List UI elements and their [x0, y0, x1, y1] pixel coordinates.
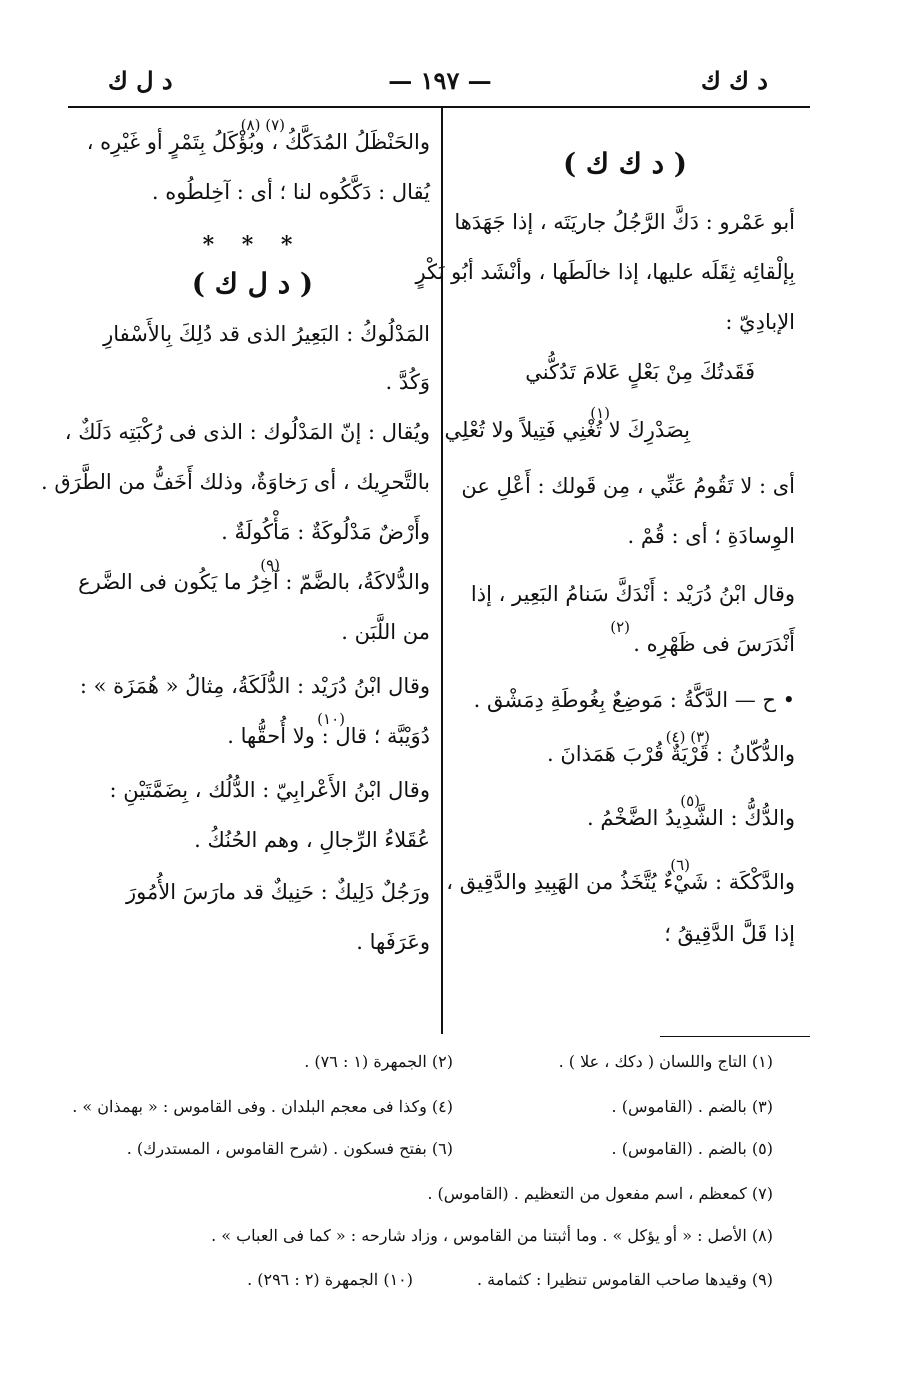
body-line: والدُّلاكَةُ، بالضَّمّ : آخِرُ ما يَكُون فى الضَّرع	[78, 570, 430, 594]
body-line: ورَجُلٌ دَلِيكٌ : حَنِيكٌ قد مارَسَ الأُمُورَ	[126, 880, 430, 904]
footnote-4: (٤) وكذا فى معجم البلدان . وفى القاموس : « بهمذان » .	[72, 1097, 453, 1116]
footnote-6: (٦) بفتح فسكون . (شرح القاموس ، المستدرك) .	[126, 1139, 453, 1158]
section-heading-dkk: ( د ك ك )	[562, 147, 688, 180]
running-head-right: د ك ك	[701, 66, 768, 95]
header-rule	[68, 106, 810, 108]
right-column	[415, 118, 795, 964]
body-line: الوِسادَةِ ؛ أى : قُمْ .	[627, 524, 795, 548]
body-line: • ح — الدَّكَّةُ : مَوضِعٌ بِغُوطَةِ دِمَشْق .	[473, 688, 795, 712]
body-line: أى : لا تَقُومُ عَنِّي ، مِن قَولك : أَعْلِ عن	[461, 474, 795, 498]
body-line: بِإلْقائِه ثِقَلَه عليها، إذا خالَطَها ، وأنْشَد أبُو بَكْرٍ	[415, 260, 795, 284]
footnote-marker: (٢)	[610, 618, 630, 636]
verse-line: فَقَدتُكَ مِنْ بَعْلٍ عَلامَ تَدُكُّني	[525, 360, 755, 384]
verse-line: بِصَدْرِكَ لا تُغْنِي فَتِيلاً ولا تُعْلِي	[444, 418, 690, 442]
page-header	[70, 62, 810, 102]
body-line: ويُقال : إنّ المَدْلُوك : الذى فى رُكْبَتِه دَلَكٌ ،	[64, 420, 430, 444]
body-line: والدَّكْكَة : شَيْءٌ يُتَّخَذُ من الهَبِيدِ والدَّقِيق ،	[446, 870, 795, 894]
section-separator: * * *	[202, 232, 303, 258]
footnote-marker: (٥)	[680, 792, 700, 810]
footnote-marker: (٣) (٤)	[665, 728, 710, 746]
column-divider	[441, 108, 443, 1034]
footnote-3: (٣) بالضم . (القاموس) .	[611, 1097, 773, 1116]
footnote-marker: (١٠)	[317, 710, 345, 728]
body-line: والدُّكُّ : الشَّدِيدُ الضَّخْمُ .	[587, 806, 795, 830]
footnote-5: (٥) بالضم . (القاموس) .	[611, 1139, 773, 1158]
body-line: أَنْدَرَسَ فى ظَهْرِه .	[633, 632, 795, 656]
body-line: الإبادِيّ :	[725, 310, 795, 334]
body-line: دُوَيْبَّة ؛ قال : ولا أُحقُّها .	[227, 724, 430, 748]
footnote-10: (١٠) الجمهرة (٢ : ٢٩٦) .	[247, 1270, 413, 1289]
body-line: والدُّكّانُ : قَرْيَةٌ قُرْبَ هَمَذانَ .	[547, 742, 795, 766]
body-line: وقال ابْنُ الأَعْرابِيّ : الدُّلُك ، بِضَمَّتَيْنِ :	[109, 778, 430, 802]
footnote-marker: (٧) (٨)	[240, 116, 285, 134]
body-line: وأَرْضٌ مَدْلُوكَةٌ : مَأْكُولَةٌ .	[221, 520, 430, 544]
footnote-8: (٨) الأصل : « أو يؤكل » . وما أثبتنا من القاموس ، وزاد شارحه : « كما فى العباب » .	[211, 1226, 773, 1245]
body-line: يُقال : دَكَّكُوه لنا ؛ أى : آخِلطُوه .	[151, 180, 430, 204]
body-line: عُقَلاءُ الرِّجالِ ، وهم الحُنُكُ .	[194, 828, 430, 852]
footnote-marker: (٩)	[260, 556, 280, 574]
body-line: من اللَّبَن .	[341, 620, 430, 644]
body-line: المَدْلُوكُ : البَعِيرُ الذى قد دُلِكَ بِالأَسْفارِ	[103, 322, 430, 346]
page-number: — ١٩٧ —	[388, 66, 492, 95]
body-line: أبو عَمْرو : دَكَّ الرَّجُلُ جاريَتَه ، إذا جَهَدَها	[454, 210, 795, 234]
section-heading-dlk: ( د ل ك )	[191, 267, 314, 300]
body-line: بالتَّحرِيك ، أى رَخاوَةٌ، وذلك أَخَفُّ من الطَّرَق .	[41, 470, 430, 494]
body-line: وقال ابْنُ دُرَيْد : أَنْدَكَّ سَنامُ البَعِير ، إذا	[470, 582, 795, 606]
footnote-marker: (٦)	[670, 856, 690, 874]
body-line: وقال ابْنُ دُرَيْد : الدُّلَكَةُ، مِثالُ « هُمَزَة » :	[79, 674, 430, 698]
footnote-1: (١) التاج واللسان ( دكك ، علا ) .	[558, 1052, 773, 1071]
body-line: وَكُدَّ .	[385, 370, 430, 394]
footnote-marker: (١)	[590, 404, 610, 422]
footnote-2: (٢) الجمهرة (١ : ٧٦) .	[304, 1052, 453, 1071]
running-head-left: د ل ك	[108, 66, 173, 95]
body-line: إذا قَلَّ الدَّقِيقُ ؛	[664, 922, 795, 946]
footnote-7: (٧) كمعظم ، اسم مفعول من التعظيم . (القاموس) .	[427, 1184, 773, 1203]
footnote-9: (٩) وقيدها صاحب القاموس تنظيرا : كثمامة .	[476, 1270, 773, 1289]
left-column	[41, 116, 430, 972]
body-line: وعَرَفَها .	[356, 930, 430, 954]
body-line: والحَنْظَلُ المُدَكَّكُ ، وبُؤْكَلُ بِتَمْرٍ أو غَيْرِه ،	[86, 130, 430, 154]
footnote-rule	[660, 1036, 810, 1037]
